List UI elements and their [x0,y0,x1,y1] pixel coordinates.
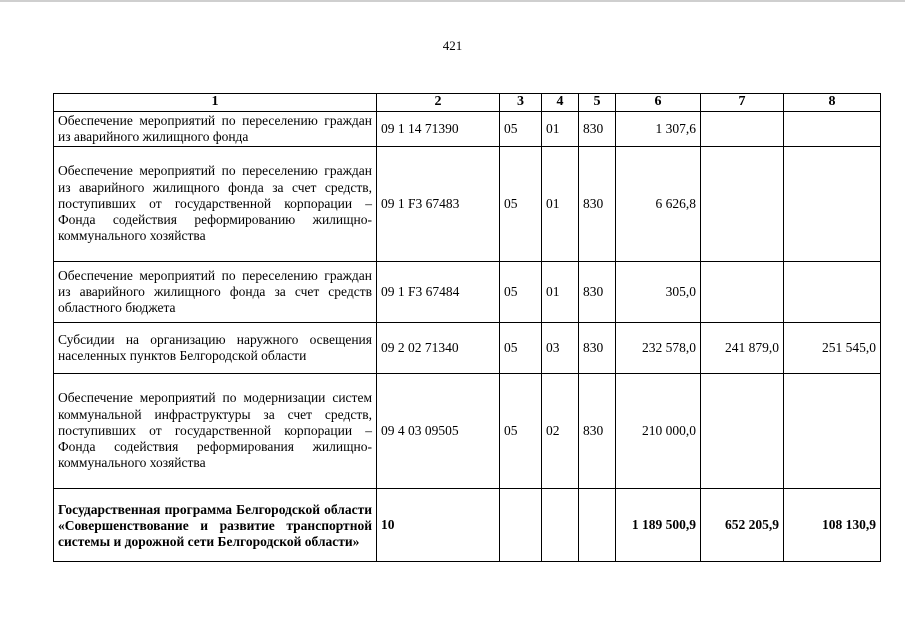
row-amount-col8: 108 130,9 [784,489,881,562]
row-section: 05 [500,112,542,147]
row-code: 09 1 F3 67483 [377,147,500,262]
row-amount-col8 [784,374,881,489]
table-row [54,262,881,323]
row-amount-col8 [784,112,881,147]
row-subsection [542,489,579,562]
scan-top-edge [0,0,905,2]
budget-table [53,93,881,562]
table-row [54,374,881,489]
row-section: 05 [500,262,542,323]
header-row [54,94,881,112]
row-name: Обеспечение мероприятий по переселению граждан из аварийного жилищного фонда [54,112,377,147]
row-amount-col7: 241 879,0 [701,323,784,374]
row-name: Обеспечение мероприятий по модернизации систем коммунальной инфраструктуры за счет средств, поступивших от государственной корпорации – Фонда содействия реформирования жилищно-коммунального хозяйства [54,374,377,489]
row-name: Обеспечение мероприятий по переселению граждан из аварийного жилищного фонда за счет средств областного бюджета [54,262,377,323]
row-amount-col6: 210 000,0 [616,374,701,489]
header-col-5: 5 [579,94,616,112]
row-amount-col7 [701,112,784,147]
row-amount-col6: 1 189 500,9 [616,489,701,562]
row-subsection: 03 [542,323,579,374]
row-name: Государственная программа Белгородской области «Совершенствование и развитие транспортной системы и дорожной сети Белгородской области» [54,489,377,562]
row-amount-col7 [701,147,784,262]
row-amount-col6: 1 307,6 [616,112,701,147]
row-code: 09 4 03 09505 [377,374,500,489]
row-amount-col7 [701,262,784,323]
page-number: 421 [442,38,463,53]
row-code: 09 1 F3 67484 [377,262,500,323]
row-expense-type: 830 [579,323,616,374]
table-row [54,323,881,374]
row-subsection: 01 [542,147,579,262]
row-amount-col8: 251 545,0 [784,323,881,374]
table-row [54,112,881,147]
row-amount-col8 [784,262,881,323]
row-name: Субсидии на организацию наружного освещения населенных пунктов Белгородской области [54,323,377,374]
row-name: Обеспечение мероприятий по переселению граждан из аварийного жилищного фонда за счет средств, поступивших от государственной корпорации – Фонда содействия реформированию жилищно-коммунального хозяйства [54,147,377,262]
header-col-1: 1 [54,94,377,112]
row-subsection: 01 [542,262,579,323]
header-col-3: 3 [500,94,542,112]
row-section [500,489,542,562]
row-expense-type: 830 [579,374,616,489]
row-amount-col6: 305,0 [616,262,701,323]
row-amount-col6: 232 578,0 [616,323,701,374]
row-amount-col8 [784,147,881,262]
row-expense-type: 830 [579,262,616,323]
header-col-8: 8 [784,94,881,112]
row-amount-col7: 652 205,9 [701,489,784,562]
table-row [54,489,881,562]
row-subsection: 02 [542,374,579,489]
row-amount-col7 [701,374,784,489]
row-section: 05 [500,147,542,262]
row-section: 05 [500,374,542,489]
table-row [54,147,881,262]
row-code: 09 2 02 71340 [377,323,500,374]
row-subsection: 01 [542,112,579,147]
row-expense-type: 830 [579,112,616,147]
row-expense-type [579,489,616,562]
row-code: 09 1 14 71390 [377,112,500,147]
row-expense-type: 830 [579,147,616,262]
header-col-6: 6 [616,94,701,112]
row-section: 05 [500,323,542,374]
header-col-7: 7 [701,94,784,112]
row-code: 10 [377,489,500,562]
header-col-4: 4 [542,94,579,112]
header-col-2: 2 [377,94,500,112]
row-amount-col6: 6 626,8 [616,147,701,262]
